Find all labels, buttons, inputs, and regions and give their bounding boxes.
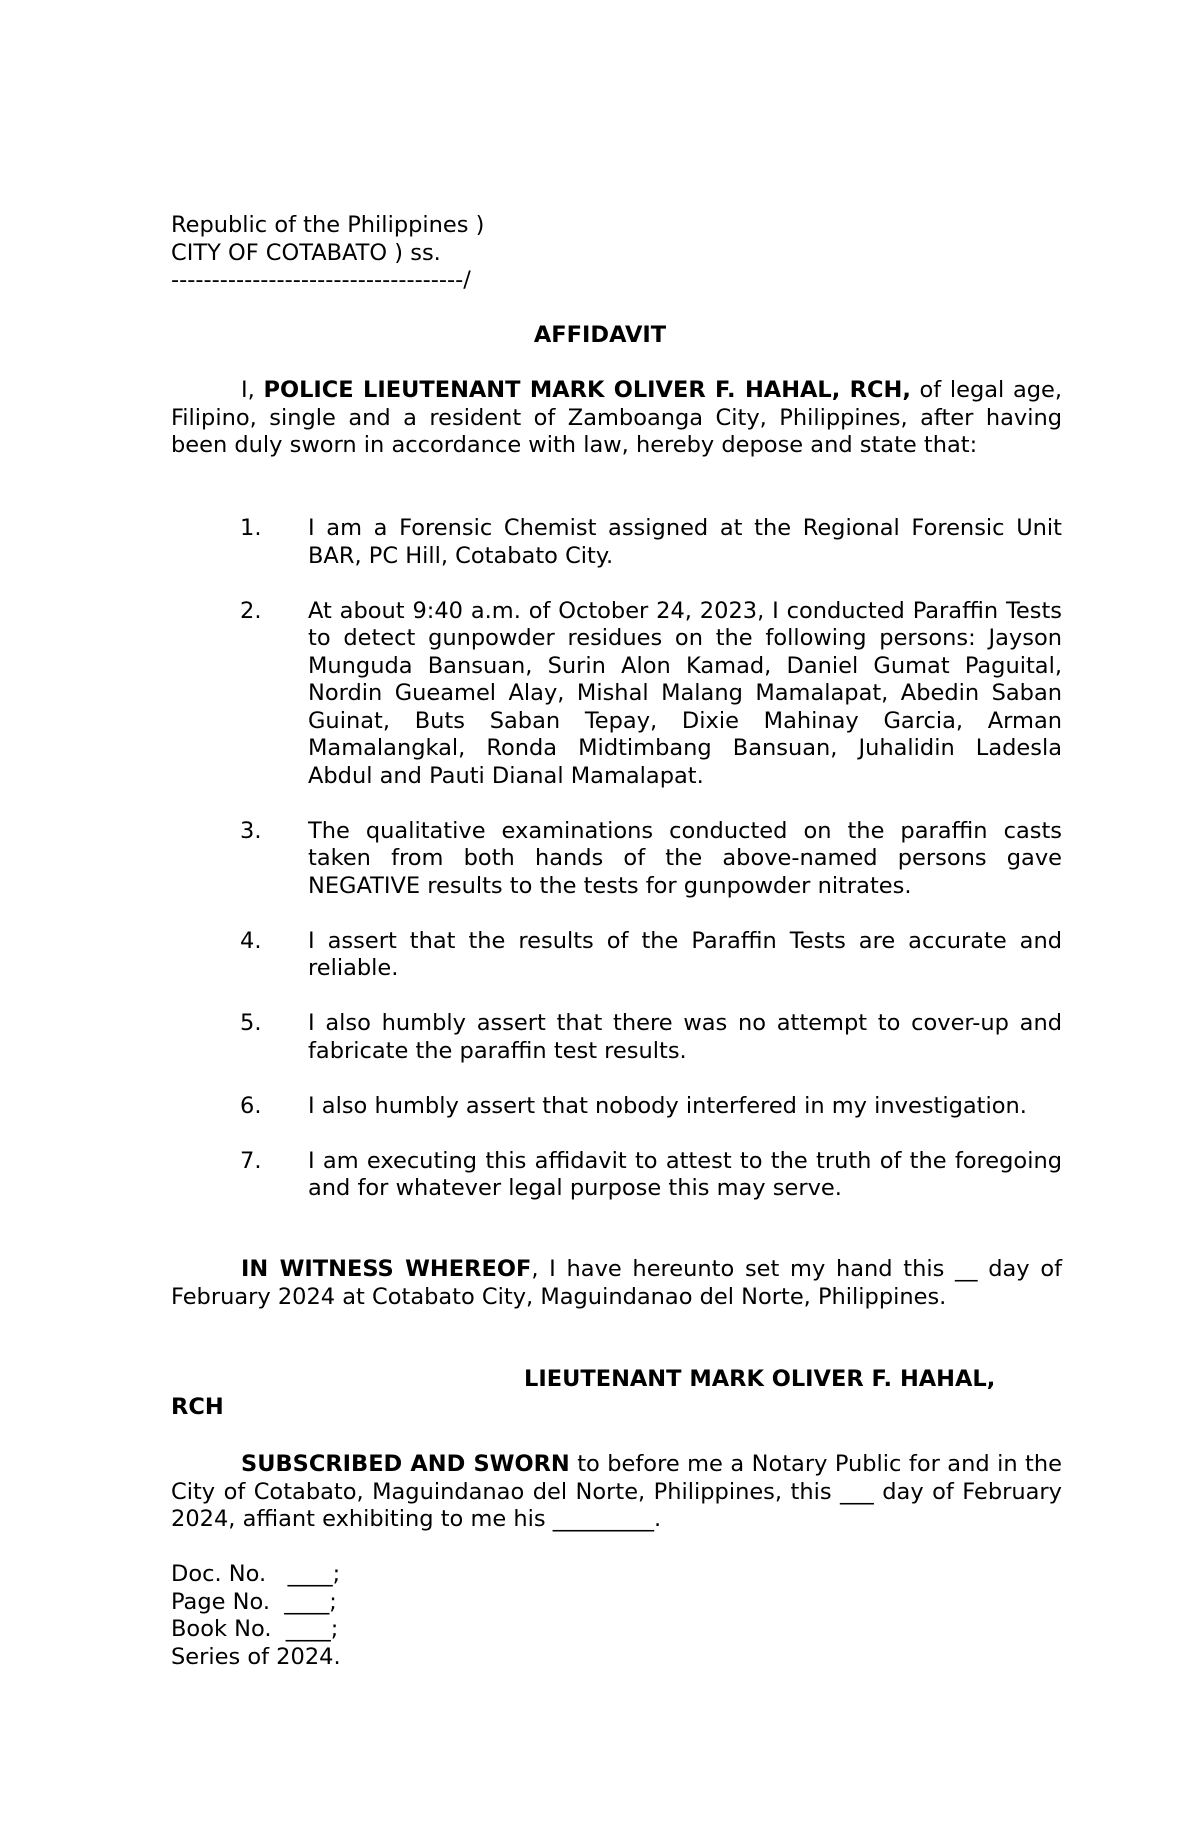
item-number: 7. — [240, 1147, 262, 1174]
jurat-rest: to before me a Notary Public for and in the City of Cotabato, Maguindanao del Norte, Philippines, this ___ day of February 2024, affiant exhibiting to me his _________. — [171, 1451, 1062, 1532]
intro-paragraph — [171, 377, 1062, 460]
item-text: I also humbly assert that nobody interfered in my investigation. — [308, 1092, 1027, 1119]
list-item — [171, 1093, 1062, 1121]
witness-lead: IN WITNESS WHEREOF — [241, 1256, 532, 1282]
statement-list — [171, 515, 1062, 1230]
doc-number: Doc. No. ____; — [171, 1561, 341, 1587]
book-number: Book No. ____; — [171, 1616, 339, 1642]
witness-paragraph — [171, 1256, 1062, 1311]
item-number: 4. — [240, 927, 262, 954]
notarial-register — [171, 1561, 341, 1671]
item-text: I am a Forensic Chemist assigned at the Regional Forensic Unit BAR, PC Hill, Cotabato City. — [308, 515, 1062, 569]
page-number: Page No. ____; — [171, 1588, 337, 1615]
item-number: 2. — [240, 597, 262, 624]
item-text: I assert that the results of the Paraffin Tests are accurate and reliable. — [308, 927, 1062, 981]
item-number: 5. — [240, 1010, 262, 1036]
signature-suffix: RCH — [171, 1394, 224, 1420]
venue-rule: ------------------------------------/ — [171, 267, 471, 293]
series-year: Series of 2024. — [171, 1643, 341, 1670]
jurat-paragraph — [171, 1451, 1062, 1534]
item-text: At about 9:40 a.m. of October 24, 2023, I conducted Paraffin Tests to detect gunpowder residues on the following persons: Jayson Munguda Bansuan, Surin Alon Kamad, Daniel Gumat Paguital, Nordin Gueamel Alay, Mishal Malang Mamalapat, Abedin Saban Guinat, Buts Saban Tepay, Dixie Mahinay Garcia, Arman Mamalangkal, Ronda Midtimbang Bansuan, Juhalidin Ladesla Abdul and Pauti Dianal Mamalapat. — [308, 597, 1062, 789]
item-number: 1. — [240, 515, 262, 541]
signature-name: LIEUTENANT MARK OLIVER F. HAHAL, — [524, 1366, 996, 1392]
list-item — [171, 515, 1062, 570]
list-item — [171, 818, 1062, 901]
item-number: 3. — [240, 817, 262, 844]
witness-rest: , I have hereunto set my hand this __ day of February 2024 at Cotabato City, Maguindanao del Norte, Philippines. — [171, 1256, 1063, 1310]
affiant-name: POLICE LIEUTENANT MARK OLIVER F. HAHAL, RCH, — [263, 377, 911, 403]
list-item — [171, 598, 1062, 791]
item-text: I am executing this affidavit to attest to the truth of the foregoing and for whatever legal purpose this may serve. — [308, 1147, 1062, 1201]
list-item — [171, 1010, 1062, 1065]
jurat-lead: SUBSCRIBED AND SWORN — [241, 1451, 570, 1477]
list-item — [171, 1148, 1062, 1203]
venue-city: CITY OF COTABATO ) ss. — [171, 239, 441, 266]
intro-rest: of legal age, Filipino, single and a resident of Zamboanga City, Philippines, after having been duly sworn in accordance with law, hereby depose and state that: — [171, 377, 1063, 458]
intro-prefix: I, — [241, 377, 264, 403]
item-text: I also humbly assert that there was no attempt to cover-up and fabricate the paraffin test results. — [308, 1010, 1062, 1064]
item-number: 6. — [240, 1092, 262, 1119]
venue-republic: Republic of the Philippines ) — [171, 212, 485, 238]
venue-block — [171, 212, 771, 295]
list-item — [171, 928, 1062, 983]
document-title: AFFIDAVIT — [533, 322, 667, 348]
item-text: The qualitative examinations conducted on the paraffin casts taken from both hands of the above-named persons gave NEGATIVE results to the tests for gunpowder nitrates. — [308, 817, 1062, 899]
